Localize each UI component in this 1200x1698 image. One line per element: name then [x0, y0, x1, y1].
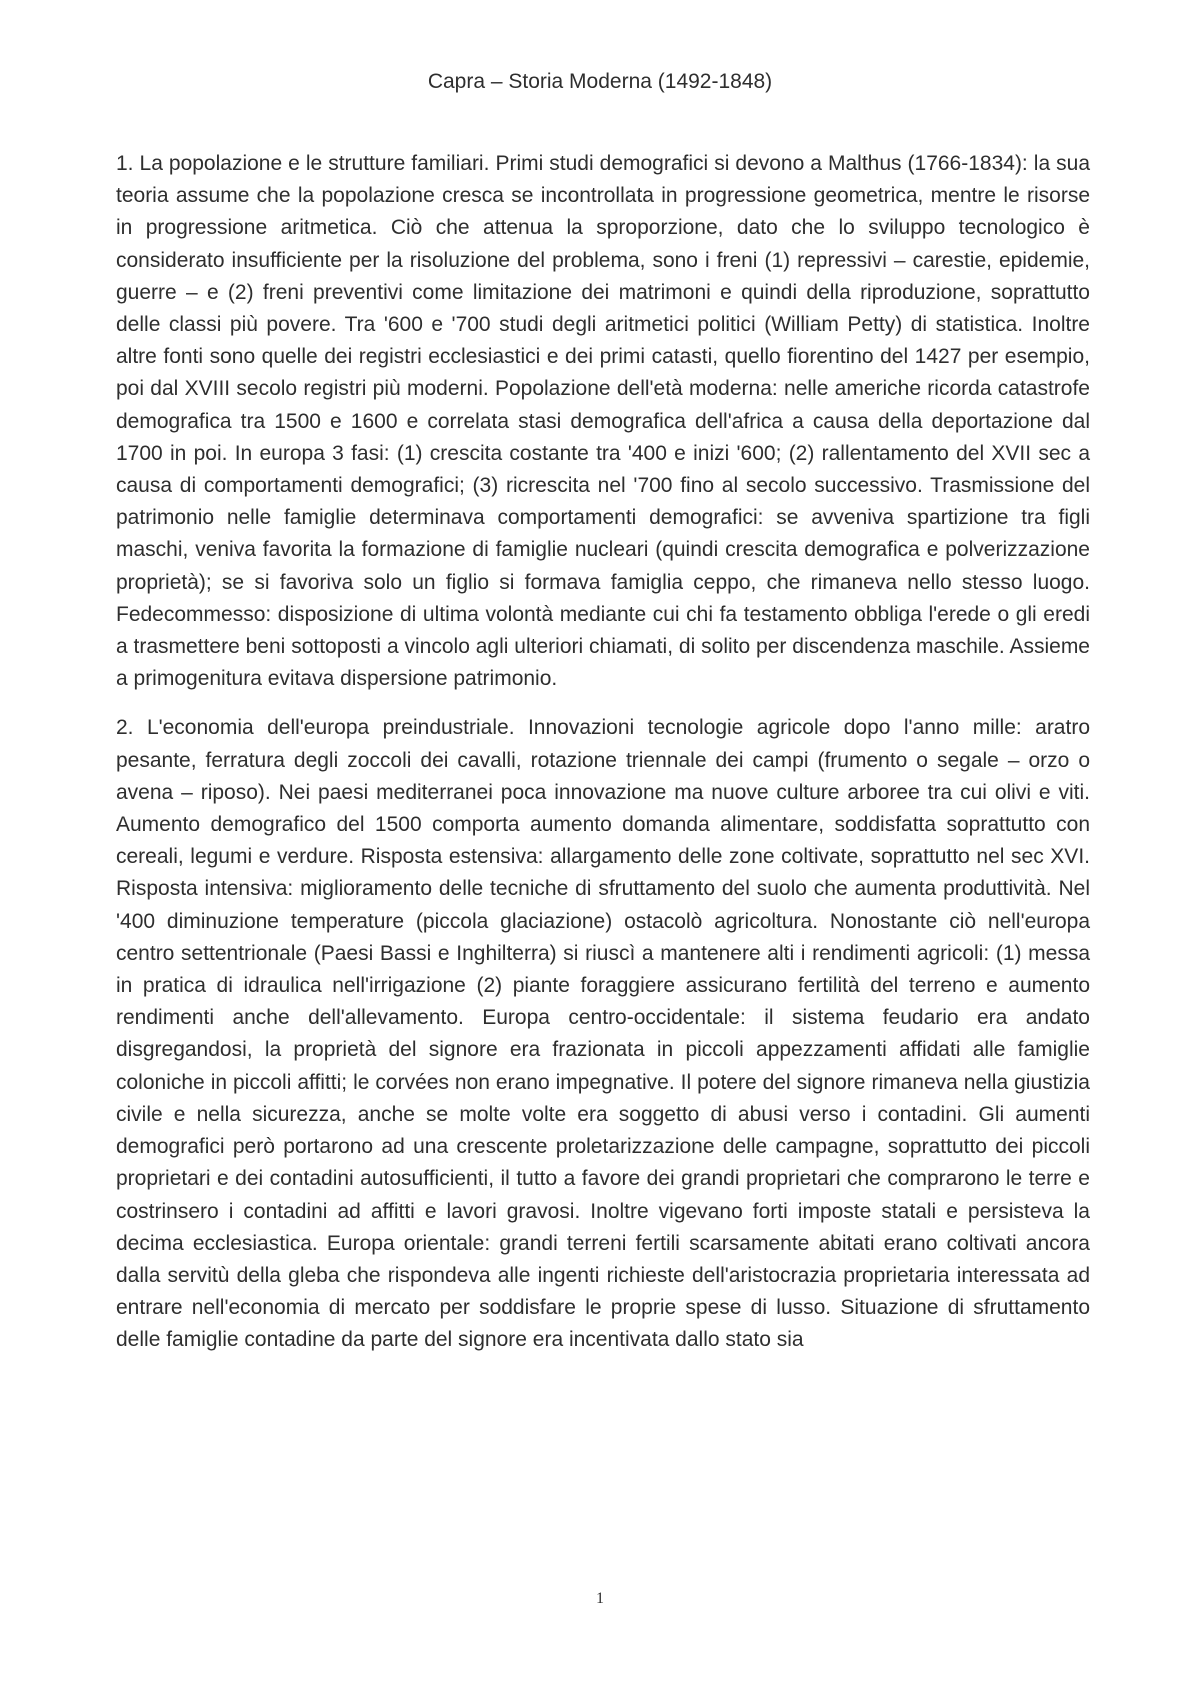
paragraph-population: 1. La popolazione e le strutture familiari. Primi studi demografici si devono a Malthus (1766-1834): la sua teoria assume che la popolazione cresca se incontrollata in progressione geometrica, mentre le risorse in progressione aritmetica. Ciò che attenua la sproporzione, dato che lo sviluppo tecnologico è considerato insufficiente per la risoluzione del problema, sono i freni (1) repressivi – carestie, epidemie, guerre – e (2) freni preventivi come limitazione dei matrimoni e quindi della riproduzione, soprattutto delle classi più povere. Tra '600 e '700 studi degli aritmetici politici (William Petty) di statistica. Inoltre altre fonti sono quelle dei registri ecclesiastici e dei primi catasti, quello fiorentino del 1427 per esempio, poi dal XVIII secolo registri più moderni. Popolazione dell'età moderna: nelle americhe ricorda catastrofe demografica tra 1500 e 1600 e correlata stasi demografica dell'africa a causa della deportazione dal 1700 in poi. In europa 3 fasi: (1) crescita costante tra '400 e inizi '600; (2) rallentamento del XVII sec a causa di comportamenti demografici; (3) ricrescita nel '700 fino al secolo successivo. Trasmissione del patrimonio nelle famiglie determinava comportamenti demografici: se avveniva spartizione tra figli maschi, veniva favorita la formazione di famiglie nucleari (quindi crescita demografica e polverizzazione proprietà); se si favoriva solo un figlio si formava famiglia ceppo, che rimaneva nello stesso luogo. Fedecommesso: disposizione di ultima volontà mediante cui chi fa testamento obbliga l'erede o gli eredi a trasmettere beni sottoposti a vincolo agli ulteriori chiamati, di solito per discendenza maschile. Assieme a primogenitura evitava dispersione patrimonio.	[116, 152, 1090, 691]
document-title: Capra – Storia Moderna (1492-1848)	[427, 70, 773, 93]
document-body	[116, 148, 1090, 1374]
page-number: 1	[596, 1590, 604, 1607]
paragraph-economy: 2. L'economia dell'europa preindustriale. Innovazioni tecnologie agricole dopo l'anno mille: aratro pesante, ferratura degli zoccoli dei cavalli, rotazione triennale dei campi (frumento o segale – orzo o avena – riposo). Nei paesi mediterranei poca innovazione ma nuove culture arboree tra cui olivi e viti. Aumento demografico del 1500 comporta aumento domanda alimentare, soddisfatta soprattutto con cereali, legumi e verdure. Risposta estensiva: allargamento delle zone coltivate, soprattutto nel sec XVI. Risposta intensiva: miglioramento delle tecniche di sfruttamento del suolo che aumenta produttività. Nel '400 diminuzione temperature (piccola glaciazione) ostacolò agricoltura. Nonostante ciò nell'europa centro settentrionale (Paesi Bassi e Inghilterra) si riuscì a mantenere alti i rendimenti agricoli: (1) messa in pratica di idraulica nell'irrigazione (2) piante foraggiere assicurano fertilità del terreno e aumento rendimenti anche dell'allevamento. Europa centro-occidentale: il sistema feudario era andato disgregandosi, la proprietà del signore era frazionata in piccoli appezzamenti affidati alle famiglie coloniche in piccoli affitti; le corvées non erano impegnative. Il potere del signore rimaneva nella giustizia civile e nella sicurezza, anche se molte volte era soggetto di abusi verso i contadini. Gli aumenti demografici però portarono ad una crescente proletarizzazione delle campagne, soprattutto dei piccoli proprietari e dei contadini autosufficienti, il tutto a favore dei grandi proprietari che comprarono le terre e costrinsero i contadini ad affitti e lavori gravosi. Inoltre vigevano forti imposte statali e persisteva la decima ecclesiastica. Europa orientale: grandi terreni fertili scarsamente abitati erano coltivati ancora dalla servitù della gleba che rispondeva alle ingenti richieste dell'aristocrazia proprietaria interessata ad entrare nell'economia di mercato per soddisfare le proprie spese di lusso. Situazione di sfruttamento delle famiglie contadine da parte del signore era incentivata dallo stato sia	[116, 716, 1090, 1352]
